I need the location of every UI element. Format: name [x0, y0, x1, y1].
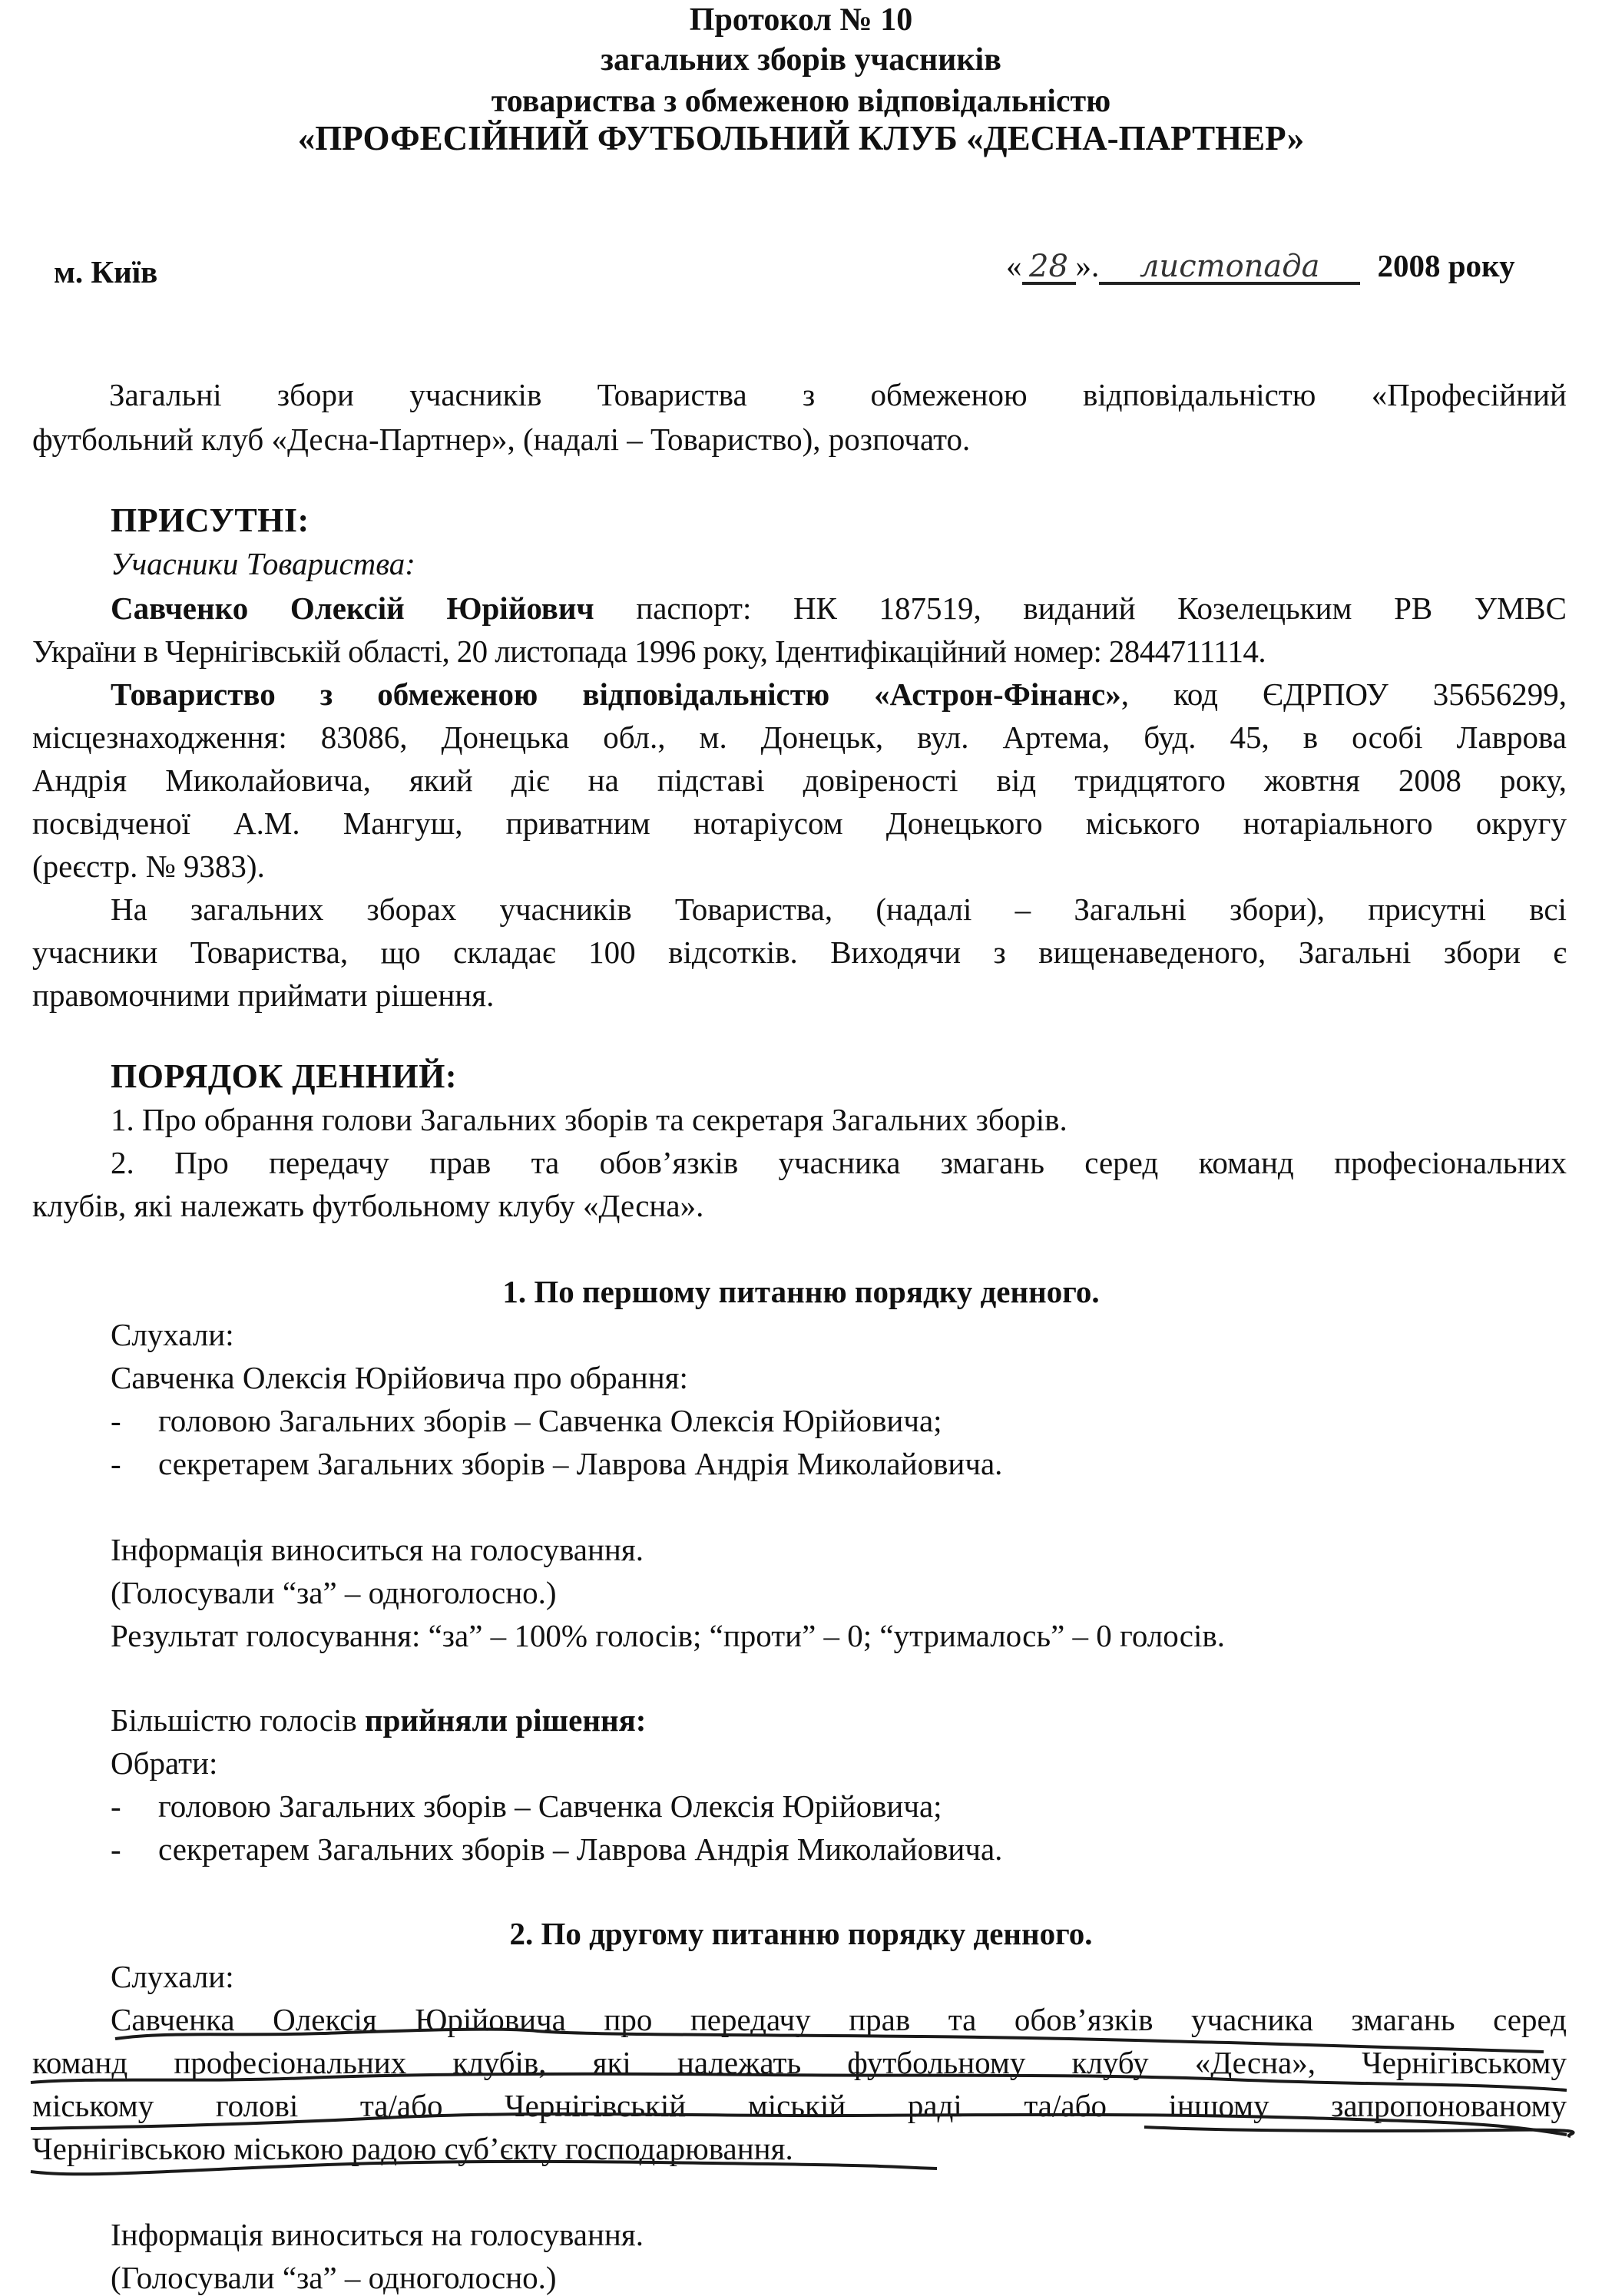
question-2-vote-info: Інформація виноситься на голосування.: [111, 2217, 644, 2252]
bullet-dash: -: [111, 1831, 121, 1867]
question-1-vote-result: Результат голосування: “за” – 100% голосів; “проти” – 0; “утрималось” – 0 голосів.: [111, 1618, 1225, 1653]
participant-1-line-2: України в Чернігівській області, 20 листопада 1996 року, Ідентифікаційний номер: 2844711114.: [32, 634, 1266, 669]
question-1-elect-label: Обрати:: [111, 1745, 218, 1781]
question-1-heard-item: [111, 1445, 1003, 1482]
present-subheading: Учасники Товариства:: [111, 546, 415, 581]
question-2-heard-line-2: команд професіональних клубів, які належать футбольному клубу «Десна», Чернігівському: [32, 2045, 1567, 2080]
bullet-dash: -: [111, 1403, 121, 1438]
protocol-company-name: «ПРОФЕСІЙНИЙ ФУТБОЛЬНИЙ КЛУБ «ДЕСНА-ПАРТНЕР»: [297, 119, 1305, 157]
question-1-vote-unanimous: (Голосували “за” – одноголосно.): [111, 1575, 557, 1610]
bullet-dash: -: [111, 1446, 121, 1481]
protocol-subtitle-meeting: загальних зборів учасників: [601, 42, 1001, 78]
elect-item-text: секретарем Загальних зборів – Лаврова Андрія Миколайовича.: [158, 1831, 1003, 1867]
question-2-heading: 2. По другому питанню порядку денного.: [509, 1916, 1093, 1951]
question-2-vote-unanimous: (Голосували “за” – одноголосно.): [111, 2260, 557, 2295]
participant-2-name: Товариство з обмеженою відповідальністю «Астрон-Фінанс»: [111, 677, 1121, 712]
participant-2-code: , код ЄДРПОУ 35656299,: [1120, 677, 1567, 712]
agenda-item-2-line-1: 2. Про передачу прав та обов’язків учасника змагань серед команд професіональних: [111, 1145, 1567, 1180]
participant-1-line-1: [32, 590, 1567, 627]
elect-item-text: головою Загальних зборів – Савченка Олексія Юрійовича;: [158, 1788, 942, 1824]
question-1-elect-item: [111, 1788, 942, 1825]
pen-underline-stroke: [1144, 2127, 1574, 2136]
question-1-elect-item: [111, 1831, 1003, 1868]
date-open-quote: «: [1006, 248, 1022, 283]
date-close-quote: »: [1075, 248, 1091, 283]
date-line: « 28 ». листопада 2008 року: [1006, 248, 1515, 284]
quorum-line-3: правомочними приймати рішення.: [32, 978, 495, 1013]
heard-item-text: головою Загальних зборів – Савченка Олексія Юрійовича;: [158, 1403, 942, 1438]
agenda-item-1: 1. Про обрання голови Загальних зборів та секретаря Загальних зборів.: [111, 1102, 1067, 1137]
participant-2-line-2: місцезнаходження: 83086, Донецька обл., м. Донецьк, вул. Артема, буд. 45, в особі Лаврова: [32, 720, 1567, 755]
participant-2-line-3: Андрія Миколайовича, який діє на підставі довіреності від тридцятого жовтня 2008 року,: [32, 763, 1567, 798]
question-1-heard-text: Савченка Олексія Юрійовича про обрання:: [111, 1360, 688, 1395]
question-1-heard-item: [111, 1402, 942, 1439]
quorum-line-1: На загальних зборах учасників Товариства, (надалі – Загальні збори), присутні всі: [111, 892, 1567, 927]
question-2-heard-line-4: Чернігівською міською радою суб’єкту господарювання.: [32, 2131, 793, 2166]
decision-prefix: Більшістю голосів: [111, 1702, 365, 1738]
question-1-heading: 1. По першому питанню порядку денного.: [502, 1274, 1100, 1309]
question-1-heard-label: Слухали:: [111, 1317, 234, 1352]
agenda-heading: ПОРЯДОК ДЕННИЙ:: [111, 1057, 457, 1095]
question-1-decision: [111, 1702, 646, 1739]
agenda-item-2-line-2: клубів, які належать футбольному клубу «Десна».: [32, 1188, 704, 1223]
intro-line-2: футбольний клуб «Десна-Партнер», (надалі – Товариство), розпочато.: [32, 422, 971, 457]
place-city: м. Київ: [54, 254, 158, 289]
participant-1-name: Савченко Олексій Юрійович: [111, 591, 594, 626]
question-1-vote-info: Інформація виноситься на голосування.: [111, 1532, 644, 1567]
participant-2-line-5: (реєстр. № 9383).: [32, 849, 265, 884]
question-2-heard-line-1: Савченка Олексія Юрійовича про передачу прав та обов’язків учасника змагань серед: [111, 2002, 1567, 2037]
protocol-title: Протокол № 10: [689, 2, 913, 38]
date-day-handwritten: 28: [1022, 251, 1076, 285]
participant-2-line-4: посвідченої А.М. Мангуш, приватним нотаріусом Донецького міського нотаріального округу: [32, 806, 1567, 841]
participant-1-passport: паспорт: НК 187519, виданий Козелецьким РВ УМВС: [594, 591, 1567, 626]
question-2-heard-line-3: міському голові та/або Чернігівській міській раді та/або іншому запропонованому: [32, 2088, 1567, 2123]
bullet-dash: -: [111, 1788, 121, 1824]
present-heading: ПРИСУТНІ:: [111, 501, 309, 539]
protocol-subtitle-company-type: товариства з обмеженою відповідальністю: [491, 84, 1111, 119]
quorum-line-2: учасники Товариства, що складає 100 відсотків. Виходячи з вищенаведеного, Загальні збори є: [32, 935, 1567, 970]
participant-2-line-1: [32, 676, 1567, 713]
question-2-heard-label: Слухали:: [111, 1959, 234, 1994]
date-month-handwritten: листопада: [1099, 251, 1360, 285]
intro-line-1: Загальні збори учасників Товариства з обмеженою відповідальністю «Професійний: [109, 377, 1567, 412]
heard-item-text: секретарем Загальних зборів – Лаврова Андрія Миколайовича.: [158, 1446, 1003, 1481]
decision-bold: прийняли рішення:: [364, 1702, 647, 1738]
date-year: 2008 року: [1377, 248, 1515, 283]
